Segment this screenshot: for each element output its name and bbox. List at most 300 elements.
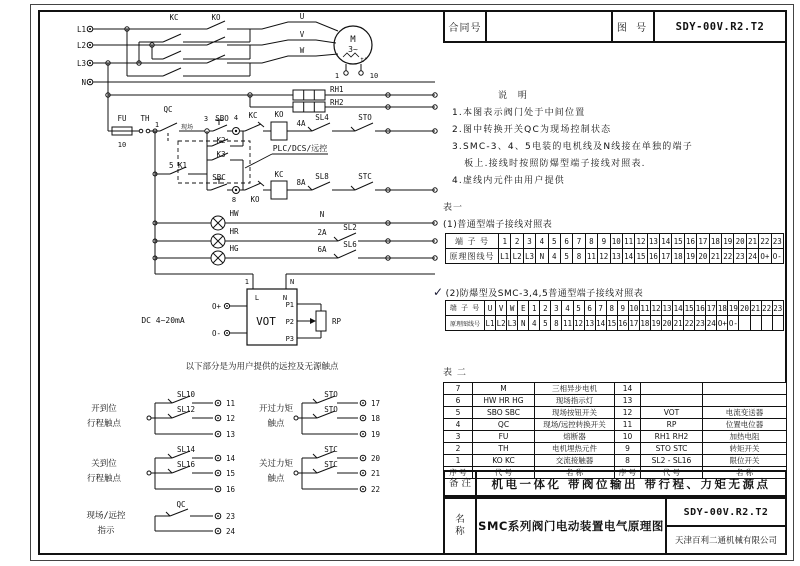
open-torque-caption-2: 触点 [267, 419, 285, 429]
table-row [444, 407, 787, 419]
terminal-cell: 18 [672, 249, 684, 264]
terminal-cell: 4 [529, 316, 540, 331]
terminal-cell: 11 [622, 234, 634, 249]
stc-contact2-label: STC [324, 460, 338, 469]
component-cell: 现场按钮开关 [535, 407, 615, 419]
row-label: 端 子 号 [446, 301, 485, 316]
terminal-cell: 13 [647, 234, 659, 249]
terminal-cell [761, 316, 772, 331]
terminal-cell: 13 [662, 301, 673, 316]
k3-label: K3 [216, 150, 226, 159]
n-line-label: N [81, 78, 86, 87]
vot-wire1-label: 1 [244, 278, 249, 286]
component-cell: 序 号 [615, 467, 641, 479]
wire4-label: 4 [233, 114, 239, 122]
terminal-cell: N [536, 249, 548, 264]
drawing-no-label: 图 号 [613, 12, 655, 41]
terminal-cell: O- [728, 316, 739, 331]
vot-n-label: N [282, 294, 288, 302]
power-wiring [93, 21, 435, 82]
terminal-cell: 22 [722, 249, 734, 264]
terminal13-label: 13 [226, 430, 236, 439]
table1-subcaption: (1)普通型端子接线对照表 [443, 220, 553, 230]
ko-contacts-label: KO [211, 13, 221, 22]
component-cell: KO KC [473, 455, 535, 467]
wire-row [446, 249, 784, 264]
row-label: 原理图线号 [446, 316, 485, 331]
component-table-caption: 表 二 [443, 368, 467, 378]
terminal-cell: 17 [660, 249, 672, 264]
terminal-cell: 1 [499, 234, 511, 249]
component-cell: 交流接触器 [535, 455, 615, 467]
terminal-cell: 18 [639, 316, 650, 331]
terminal-cell: L2 [511, 249, 523, 264]
name-label-char: 名 [455, 514, 465, 525]
terminal-cell: 20 [739, 301, 750, 316]
component-cell [641, 383, 703, 395]
terminal-cell: 14 [660, 234, 672, 249]
component-table [443, 382, 787, 479]
qc-indicator-label: QC [176, 500, 186, 509]
terminal-cell: 6 [584, 301, 595, 316]
terminal-cell: 7 [595, 301, 606, 316]
contract-no-value [487, 12, 613, 41]
terminal-cell: 18 [717, 301, 728, 316]
terminal18-label: 18 [371, 414, 381, 423]
row-label: 原理图线号 [446, 249, 499, 264]
note-item: 1.本图表示阀门处于中间位置 [452, 108, 586, 118]
sl10-label: SL10 [176, 390, 196, 399]
table1-caption: 表一 [443, 203, 464, 213]
terminal-cell: 16 [617, 316, 628, 331]
component-cell: 5 [444, 407, 473, 419]
component-cell: VOT [641, 407, 703, 419]
component-cell: 8 [615, 455, 641, 467]
terminal-cell: 3 [551, 301, 562, 316]
terminal-cell: 8 [585, 234, 597, 249]
component-cell [641, 395, 703, 407]
wire8-label: 8 [231, 196, 237, 204]
component-cell: 7 [444, 383, 473, 395]
terminal-cell: 4 [536, 234, 548, 249]
wire4a-label: 4A [296, 119, 306, 128]
terminal-cell: 10 [610, 234, 622, 249]
sl8-label: SL8 [315, 172, 329, 181]
terminal-cell: 22 [761, 301, 772, 316]
th-label: TH [140, 114, 150, 123]
wire3-label: 3 [203, 115, 209, 123]
user-note: 以下部分是为用户提供的远控及无源触点 [185, 362, 339, 372]
terminal-cell: 12 [573, 316, 584, 331]
terminal15-label: 15 [226, 469, 236, 478]
terminal-cell: 5 [540, 316, 551, 331]
terminal-cell: 20 [697, 249, 709, 264]
component-cell: M [473, 383, 535, 395]
component-cell: 3 [444, 431, 473, 443]
table-row [444, 419, 787, 431]
table2-subcaption: (2)防爆型及SMC-3,4,5普通型端子接线对照表 [445, 288, 644, 299]
component-cell: 限位开关 [703, 455, 787, 467]
sto-row-label: STO [358, 113, 372, 122]
close-torque-caption-1: 关过力矩 [258, 459, 294, 469]
terminal-cell: 11 [562, 316, 573, 331]
qc-local-label: 现场 [180, 124, 194, 131]
terminal-cell: 21 [709, 249, 721, 264]
table-row [444, 455, 787, 467]
terminal-cell: 12 [598, 249, 610, 264]
motor-thermal-label: t° [360, 57, 368, 64]
remark-block [443, 470, 787, 497]
motor-terminal10-label: 10 [369, 72, 379, 80]
terminal-cell: 16 [647, 249, 659, 264]
component-cell: 现场指示灯 [535, 395, 615, 407]
table-row [444, 443, 787, 455]
sbc-label: SBC [212, 173, 226, 182]
terminal17-label: 17 [371, 399, 381, 408]
terminal-cell [750, 316, 761, 331]
ko-coil-label: KO [274, 110, 284, 119]
component-cell: RP [641, 419, 703, 431]
terminal-cell: N [518, 316, 529, 331]
rh1-label: RH1 [330, 85, 344, 94]
component-cell: 位置电位器 [703, 419, 787, 431]
component-cell [703, 395, 787, 407]
terminal-cell: 16 [684, 234, 696, 249]
terminal-cell: 10 [628, 301, 639, 316]
terminal-cell [772, 316, 783, 331]
terminal-cell: 11 [639, 301, 650, 316]
component-cell: 名 称 [535, 467, 615, 479]
l3-label: L3 [76, 59, 86, 68]
component-cell: 4 [444, 419, 473, 431]
terminal-cell: 12 [635, 234, 647, 249]
junction-circles [87, 26, 437, 534]
sto-contact2-label: STO [324, 405, 338, 414]
rp-label: RP [332, 317, 342, 326]
component-cell: 熔断器 [535, 431, 615, 443]
check-icon: ✓ [433, 285, 444, 299]
close-torque-caption-2: 触点 [267, 474, 285, 484]
note-item: 4.虚线内元件由用户提供 [452, 176, 565, 186]
terminal-cell: 20 [662, 316, 673, 331]
terminal-cell: 23 [734, 249, 746, 264]
l1-label: L1 [76, 25, 86, 34]
component-cell: 电流变送器 [703, 407, 787, 419]
sto-contact1-label: STO [324, 390, 338, 399]
remark-text: 机电一体化 带阀位输出 带行程、力矩无源点 [491, 476, 771, 491]
notes-heading: 说 明 [498, 91, 531, 101]
motor-label: M [350, 35, 356, 45]
vot-wiren-label: N [290, 278, 295, 286]
terminal-cell: 17 [706, 301, 717, 316]
terminal-row [446, 301, 784, 316]
component-cell: RH1 RH2 [641, 431, 703, 443]
wire10-label: 10 [117, 141, 127, 149]
terminal-cell: 8 [551, 316, 562, 331]
terminal-cell: 18 [709, 234, 721, 249]
terminal-cell: 15 [606, 316, 617, 331]
rh2-label: RH2 [330, 98, 344, 107]
component-cell: 2 [444, 443, 473, 455]
component-cell: 名 称 [703, 467, 787, 479]
terminal-cell: 5 [548, 234, 560, 249]
component-cell: 电机埋热元件 [535, 443, 615, 455]
note-item: 板上.接线时按照防爆型端子接线对照表. [452, 159, 646, 169]
terminal-cell: 16 [695, 301, 706, 316]
plc-leader-line [245, 154, 328, 168]
terminal-cell: 19 [722, 234, 734, 249]
wire8a-label: 8A [296, 178, 306, 187]
terminal-cell: 14 [595, 316, 606, 331]
company-name: 天津百利二通机械有限公司 [674, 536, 777, 546]
component-cell [703, 383, 787, 395]
terminal-cell: 15 [635, 249, 647, 264]
terminal-cell: 5 [573, 301, 584, 316]
row-label: 端 子 号 [446, 234, 499, 249]
terminal-cell: 22 [759, 234, 771, 249]
open-torque-caption-1: 开过力矩 [258, 404, 294, 414]
l2-label: L2 [76, 41, 86, 50]
terminal-cell: 22 [684, 316, 695, 331]
table-row [444, 431, 787, 443]
terminal21-label: 21 [371, 469, 381, 478]
terminal-cell: 9 [617, 301, 628, 316]
motor-phase-label: 3~ [348, 45, 358, 54]
name-label [445, 499, 477, 553]
contract-no-label: 合同号 [445, 12, 487, 41]
drawing-number: SDY-00V.R2.T2 [675, 20, 765, 33]
phase-v-label: V [299, 30, 305, 39]
kc-nc-contact-label: KC [248, 111, 258, 120]
terminal-cell: O- [771, 249, 783, 264]
component-cell: 14 [615, 383, 641, 395]
kc-contacts-label: KC [169, 13, 179, 22]
close-travel-caption-2: 行程触点 [86, 474, 122, 484]
component-cell: 6 [444, 395, 473, 407]
terminal-cell: 17 [697, 234, 709, 249]
component-cell: 代 号 [641, 467, 703, 479]
table-row [444, 383, 787, 395]
terminal-cell: 4 [548, 249, 560, 264]
terminal-cell: 23 [695, 316, 706, 331]
terminal24-label: 24 [226, 527, 236, 536]
terminal14-label: 14 [226, 454, 236, 463]
component-cell: 三相异步电机 [535, 383, 615, 395]
wiper-arrow-icon [310, 318, 316, 324]
terminal-cell: 4 [562, 301, 573, 316]
component-cell: 代 号 [473, 467, 535, 479]
terminal-cell: L1 [499, 249, 511, 264]
terminal-table-normal [445, 233, 784, 264]
terminal-cell: U [485, 301, 496, 316]
terminal-cell: 19 [728, 301, 739, 316]
terminal-cell: 15 [684, 301, 695, 316]
open-travel-caption-2: 行程触点 [86, 419, 122, 429]
sl14-label: SL14 [176, 445, 196, 454]
terminal-cell: 19 [684, 249, 696, 264]
hw-label: HW [229, 209, 239, 218]
stc-contact1-label: STC [324, 445, 338, 454]
terminal-cell: 21 [746, 234, 758, 249]
terminal23-label: 23 [226, 512, 236, 521]
p2-label: P2 [285, 318, 294, 326]
p1-label: P1 [285, 301, 294, 309]
note-item: 3.SMC-3、4、5电装的电机线及N线接在单独的端子 [452, 142, 693, 152]
title-block [443, 10, 787, 43]
wire2a-label: 2A [317, 228, 327, 237]
stc-row-label: STC [358, 172, 372, 181]
component-cell: 13 [615, 395, 641, 407]
terminal-cell: 24 [706, 316, 717, 331]
terminal-cell: L1 [485, 316, 496, 331]
k1-label: 5 K1 [168, 161, 188, 170]
wire1-label: 1 [154, 121, 160, 129]
terminal-cell: V [496, 301, 507, 316]
terminal-cell: 12 [650, 301, 661, 316]
terminal-cell: 15 [672, 234, 684, 249]
k2-label: K2 [216, 136, 226, 145]
terminal-cell: 13 [584, 316, 595, 331]
wire-row [446, 316, 784, 331]
terminal12-label: 12 [226, 414, 236, 423]
local-remote-caption-2: 指示 [97, 526, 115, 536]
sl4-label: SL4 [315, 113, 329, 122]
terminal-cell: 23 [771, 234, 783, 249]
terminal-cell: W [507, 301, 518, 316]
kc-coil-label: KC [274, 170, 284, 179]
vot-l-label: L [254, 294, 260, 302]
terminal-cell: 11 [585, 249, 597, 264]
component-cell: 加热电阻 [703, 431, 787, 443]
component-cell: STO STC [641, 443, 703, 455]
terminal-cell: 2 [511, 234, 523, 249]
indicator-lamps [155, 216, 435, 265]
sl2-label: SL2 [343, 223, 357, 232]
kc-main-contacts [163, 34, 181, 76]
motor-terminal1-label: 1 [334, 72, 340, 80]
hr-label: HR [229, 227, 239, 236]
vot-transmitter [230, 274, 435, 345]
sl6-label: SL6 [343, 240, 357, 249]
terminal-cell: 1 [529, 301, 540, 316]
terminal-cell: 13 [610, 249, 622, 264]
phase-u-label: U [299, 12, 305, 21]
component-cell: 1 [444, 455, 473, 467]
local-remote-caption-1: 现场/远控 [86, 511, 126, 521]
terminal-cell: O+ [759, 249, 771, 264]
lamp-n-label: N [319, 210, 325, 219]
dc-range-label: DC 4~20mA [141, 316, 185, 325]
sl16-label: SL16 [176, 460, 196, 469]
terminal-cell: 8 [606, 301, 617, 316]
terminal-cell: 19 [650, 316, 661, 331]
plc-dcs-label: PLC/DCS/远控 [272, 144, 328, 153]
ko-coil-symbol [271, 122, 287, 140]
terminal-cell: 8 [573, 249, 585, 264]
terminal11-label: 11 [226, 399, 236, 408]
terminal-cell: 2 [540, 301, 551, 316]
p3-label: P3 [285, 335, 294, 343]
component-cell: SBO SBC [473, 407, 535, 419]
remark-label: 备 注 [445, 472, 477, 495]
fu-label: FU [117, 114, 127, 123]
terminal20-label: 20 [371, 454, 381, 463]
control-branches [155, 131, 435, 289]
drawing-title: SMC系列阀门电动装置电气原理图 [477, 499, 667, 553]
rp-potentiometer-symbol [316, 311, 326, 331]
component-cell: 11 [615, 419, 641, 431]
terminal-cell: O+ [717, 316, 728, 331]
terminal-cell: 6 [560, 234, 572, 249]
qc-label: QC [163, 105, 173, 114]
terminal-cell: 20 [734, 234, 746, 249]
terminal22-label: 22 [371, 485, 381, 494]
terminal-cell: 23 [772, 301, 783, 316]
sl12-label: SL12 [176, 405, 196, 414]
component-cell: QC [473, 419, 535, 431]
table2-check-line [433, 285, 643, 299]
terminal-cell: 9 [598, 234, 610, 249]
terminal19-label: 19 [371, 430, 381, 439]
component-cell: 现场/远控转换开关 [535, 419, 615, 431]
o-minus-label: O- [211, 329, 221, 338]
component-cell: HW HR HG [473, 395, 535, 407]
drawing-number-bottom: SDY-00V.R2.T2 [667, 499, 785, 527]
close-travel-caption-1: 关到位 [91, 459, 117, 469]
phase-w-label: W [299, 46, 305, 55]
component-cell: 序 号 [444, 467, 473, 479]
terminal-cell: 7 [573, 234, 585, 249]
notes-section [452, 88, 784, 190]
terminal-cell: 21 [750, 301, 761, 316]
component-cell: TH [473, 443, 535, 455]
terminal-cell: L2 [496, 316, 507, 331]
terminal-cell: 17 [628, 316, 639, 331]
component-cell: 12 [615, 407, 641, 419]
component-cell: FU [473, 431, 535, 443]
terminal-table-explosionproof [445, 300, 784, 331]
terminal-cell: 14 [673, 301, 684, 316]
name-label-char: 称 [455, 526, 465, 537]
name-block [443, 497, 787, 555]
table-row [444, 395, 787, 407]
terminal-cell: L3 [523, 249, 535, 264]
open-travel-caption-1: 开到位 [91, 404, 117, 414]
terminal-cell: 3 [523, 234, 535, 249]
sbo-label: SBO [215, 114, 229, 123]
hg-label: HG [229, 244, 239, 253]
terminal-cell: 24 [746, 249, 758, 264]
ko-nc-contact-label: KO [250, 195, 260, 204]
component-cell: 10 [615, 431, 641, 443]
terminal-cell [739, 316, 750, 331]
terminal-row [446, 234, 784, 249]
vot-label: VOT [256, 315, 276, 328]
note-item: 2.图中转换开关QC为现场控制状态 [452, 125, 612, 135]
terminal16-label: 16 [226, 485, 236, 494]
component-cell: SL2 - SL16 [641, 455, 703, 467]
kc-coil-symbol [271, 181, 287, 199]
terminal-cell: E [518, 301, 529, 316]
component-cell: 9 [615, 443, 641, 455]
component-cell: 转矩开关 [703, 443, 787, 455]
terminal-cell: 5 [560, 249, 572, 264]
terminal-cell: 14 [622, 249, 634, 264]
terminal-cell: L3 [507, 316, 518, 331]
o-plus-label: O+ [211, 302, 221, 311]
terminal-cell: 21 [673, 316, 684, 331]
wire6a-label: 6A [317, 245, 327, 254]
